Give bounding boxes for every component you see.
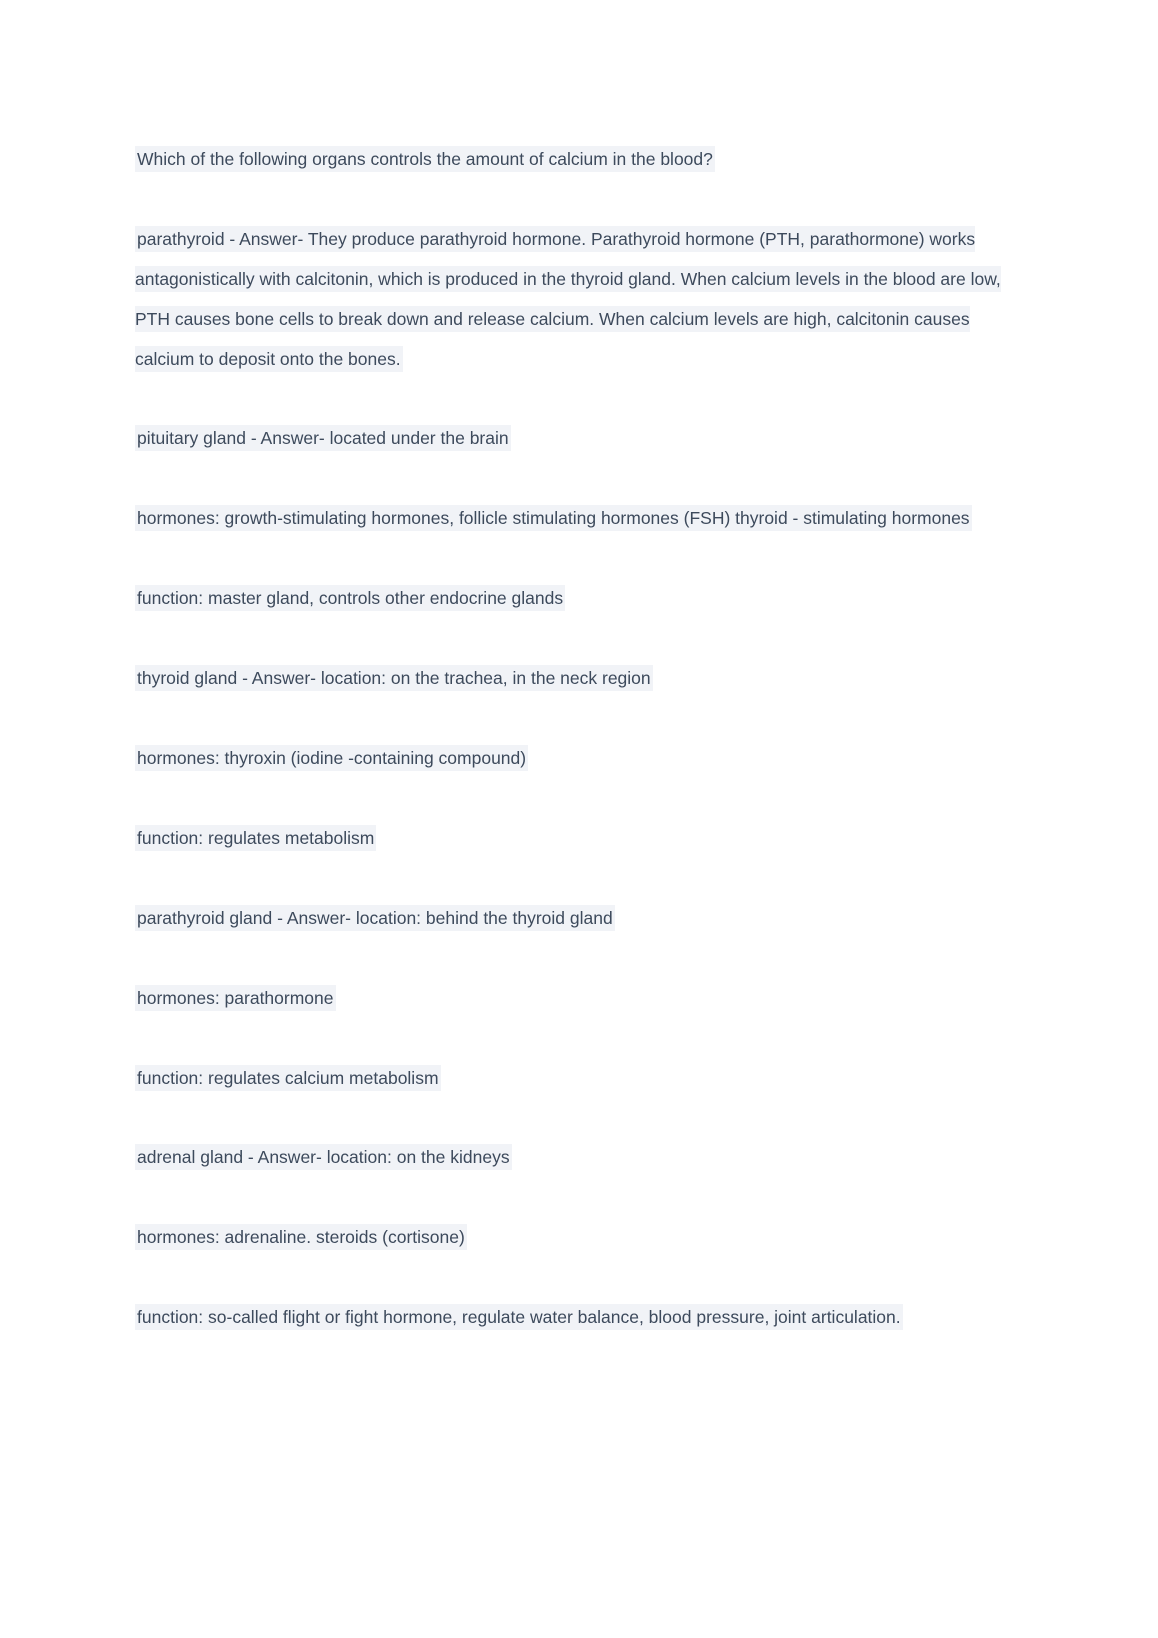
document-body [135, 140, 1028, 1338]
paragraph-thyroid-function [135, 819, 1028, 859]
paragraph-parathyroid-gland [135, 899, 1028, 939]
highlighted-text: parathyroid gland - Answer- location: behind the thyroid gland [135, 905, 615, 931]
paragraph-parathyroid-answer [135, 220, 1028, 380]
paragraph-adrenal-hormones [135, 1218, 1028, 1258]
highlighted-text: hormones: parathormone [135, 985, 336, 1011]
paragraph-thyroid-gland [135, 659, 1028, 699]
paragraph-thyroid-hormones [135, 739, 1028, 779]
paragraph-pituitary-function [135, 579, 1028, 619]
highlighted-text: thyroid gland - Answer- location: on the trachea, in the neck region [135, 665, 653, 691]
highlighted-text: function: master gland, controls other endocrine glands [135, 585, 565, 611]
paragraph-adrenal-function [135, 1298, 1028, 1338]
paragraph-adrenal-gland [135, 1138, 1028, 1178]
highlighted-text: function: so-called flight or fight hormone, regulate water balance, blood pressure, joint articulation. [135, 1304, 903, 1330]
paragraph-pituitary-hormones [135, 499, 1028, 539]
highlighted-text: hormones: growth-stimulating hormones, follicle stimulating hormones (FSH) thyroid - stimulating hormones [135, 505, 972, 531]
highlighted-text: hormones: adrenaline. steroids (cortisone) [135, 1224, 467, 1250]
highlighted-text: hormones: thyroxin (iodine -containing compound) [135, 745, 528, 771]
highlighted-text: function: regulates metabolism [135, 825, 376, 851]
highlighted-text: function: regulates calcium metabolism [135, 1065, 441, 1091]
highlighted-text: pituitary gland - Answer- located under the brain [135, 425, 511, 451]
highlighted-text: parathyroid - Answer- They produce parathyroid hormone. Parathyroid hormone (PTH, parathormone) works antagonistically with calcitonin, which is produced in the thyroid gland. When calcium levels in the blood are low, PTH causes bone cells to break down and release calcium. When calcium levels are high, calcitonin causes calcium to deposit onto the bones. [135, 226, 1001, 372]
paragraph-question [135, 140, 1028, 180]
highlighted-text: Which of the following organs controls the amount of calcium in the blood? [135, 146, 715, 172]
paragraph-parathyroid-function [135, 1059, 1028, 1099]
highlighted-text: adrenal gland - Answer- location: on the kidneys [135, 1144, 512, 1170]
paragraph-parathyroid-hormones [135, 979, 1028, 1019]
paragraph-pituitary-gland [135, 419, 1028, 459]
